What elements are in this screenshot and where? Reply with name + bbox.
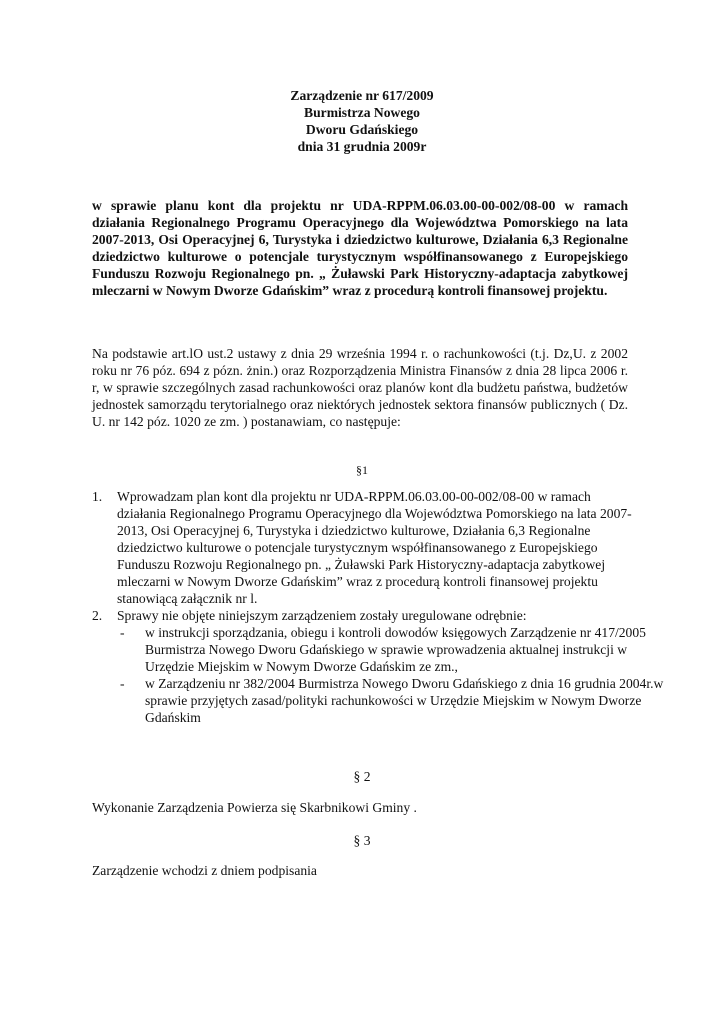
list-item xyxy=(92,607,664,726)
preamble-paragraph: Na podstawie art.lO ust.2 ustawy z dnia 29 września 1994 r. o rachunkowości (t.j. Dz,U. z 2002 roku nr 76 póz. 694 z pózn. żnin.) oraz Rozporządzenia Ministra Finansów z dnia 28 lipca 2006 r. r, w sprawie szczególnych zasad rachunkowości oraz planów kont dla budżetu państwa, budżetów jednostek samorządu terytorialnego oraz niektórych jednostek sektora finansów publicznych ( Dz. U. nr 142 póz. 1020 ze zm. ) postanawiam, co następuje: xyxy=(92,346,628,430)
header-issuer-town: Dworu Gdańskiego xyxy=(305,122,419,137)
sub-list-item xyxy=(117,624,665,675)
section-2-mark: § 2 xyxy=(353,769,371,784)
subject-paragraph: w sprawie planu kont dla projektu nr UDA-RPPM.06.03.00-00-002/08-00 w ramach działania Regionalnego Programu Operacyjnego dla Województwa Pomorskiego na lata 2007-2013, Osi Operacyjnej 6, Turystyka i dziedzictwo kulturowe, Działania 6,3 Regionalne dziedzictwo kulturowe o potencjale turystycznym współfinansowanego z Europejskiego Funduszu Rozwoju Regionalnego pn. „ Żuławski Park Historyczny-adaptacja zabytkowej mleczarni w Nowym Dworze Gdańskim” wraz z procedurą kontroli finansowej projektu. xyxy=(92,198,628,299)
list-item-text: Sprawy nie objęte niniejszym zarządzeniem zostały uregulowane odrębnie: xyxy=(117,608,527,623)
header-date: dnia 31 grudnia 2009r xyxy=(297,139,427,154)
header-title: Zarządzenie nr 617/2009 xyxy=(290,88,434,103)
sub-list-dash: - xyxy=(120,625,125,640)
section-1-mark: §1 xyxy=(356,463,368,477)
section-1-list xyxy=(92,488,664,726)
section-2-text: Wykonanie Zarządzenia Powierza się Skarbnikowi Gminy . xyxy=(92,800,417,815)
sub-list-item xyxy=(117,675,665,726)
list-item-text: Wprowadzam plan kont dla projektu nr UDA-RPPM.06.03.00-00-002/08-00 w ramach działania Regionalnego Programu Operacyjnego dla Województwa Pomorskiego na lata 2007-2013, Osi Operacyjnej 6, Turystyka i dziedzictwo kulturowe, Działania 6,3 Regionalne dziedzictwo kulturowe o potencjale turystycznym współfinansowanego z Europejskiego Funduszu Rozwoju Regionalnego pn. „ Żuławski Park Historyczny-adaptacja zabytkowej mleczarni w Nowym Dworze Gdańskim” wraz z procedurą kontroli finansowej projektu stanowiącą załącznik nr l. xyxy=(117,489,632,606)
list-item-number: 1. xyxy=(92,489,103,504)
header-issuer: Burmistrza Nowego xyxy=(304,105,420,120)
list-item-number: 2. xyxy=(92,608,103,623)
list-item xyxy=(92,488,632,607)
sub-list-dash: - xyxy=(120,676,125,691)
section-3-mark: § 3 xyxy=(353,833,371,848)
section-3-text: Zarządzenie wchodzi z dniem podpisania xyxy=(92,863,317,878)
sub-list-text: w instrukcji sporządzania, obiegu i kontroli dowodów księgowych Zarządzenie nr 417/2005 Burmistrza Nowego Dworu Gdańskiego w sprawie wprowadzenia aktualnej instrukcji w Urzędzie Miejskim w Nowym Dworze Gdańskim ze zm., xyxy=(145,625,646,674)
sub-list-text: w Zarządzeniu nr 382/2004 Burmistrza Nowego Dworu Gdańskiego z dnia 16 grudnia 2004r.w sprawie przyjętych zasad/polityki rachunkowości w Urzędzie Miejskim w Nowym Dworze Gdańskim xyxy=(145,676,664,725)
document-header xyxy=(0,87,724,155)
